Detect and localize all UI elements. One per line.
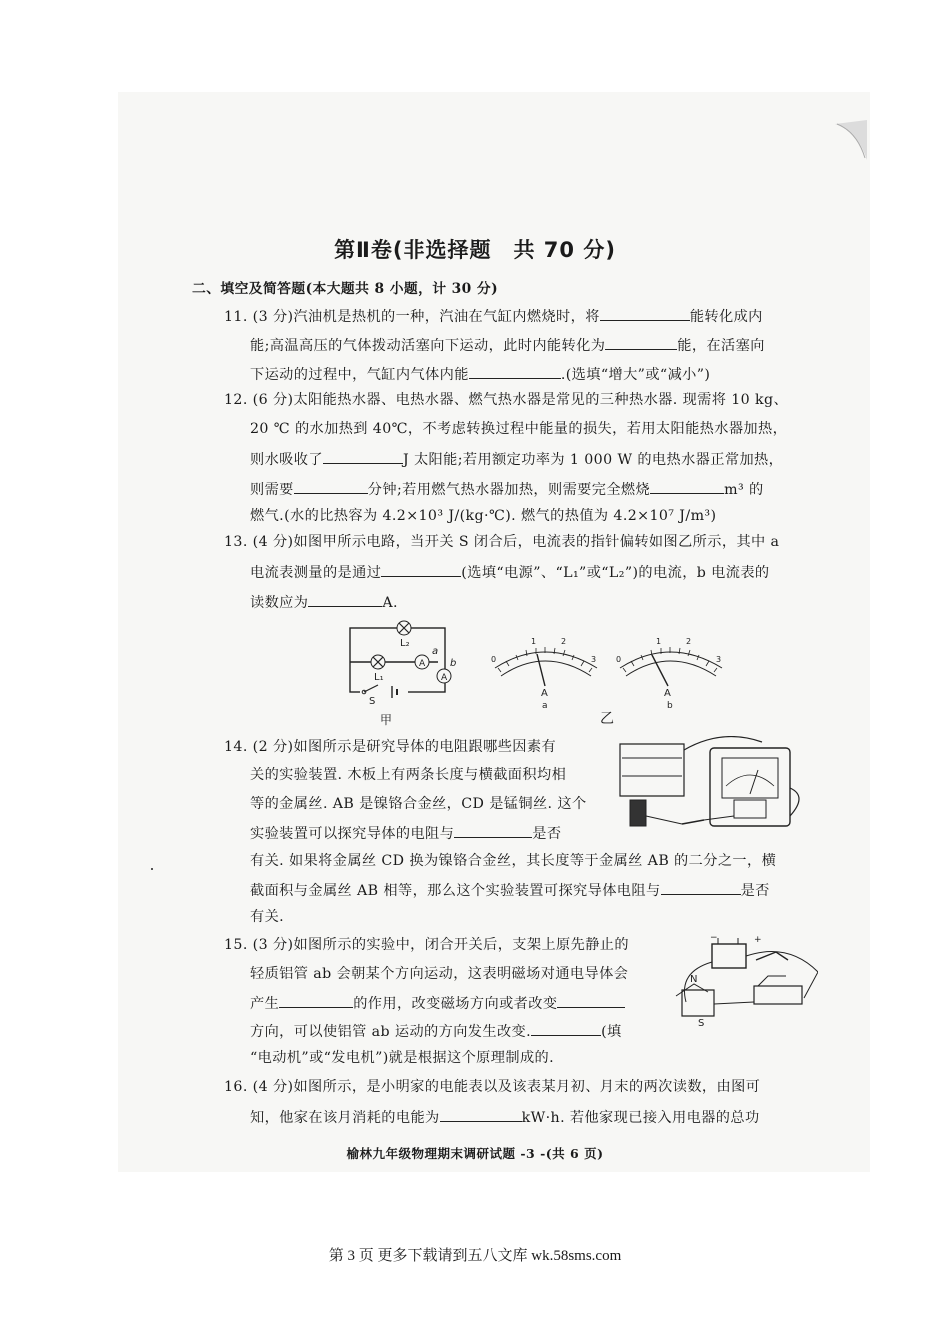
page-curl [835, 120, 870, 165]
q15-line3: 产生 的作用，改变磁场方向或者改变 [250, 993, 625, 1013]
label-S: S [369, 696, 376, 707]
svg-text:+: + [754, 935, 762, 945]
svg-text:−: − [710, 933, 718, 943]
svg-text:2: 2 [686, 637, 692, 646]
svg-text:3: 3 [716, 655, 722, 664]
svg-text:0: 0 [616, 655, 622, 664]
q11-line1: 11. (3 分)汽油机是热机的一种，汽油在气缸内燃烧时，将 能转化成内 [224, 306, 763, 326]
svg-text:3: 3 [591, 655, 597, 664]
fig-label-yi: 乙 [600, 711, 615, 727]
page-info: 第 3 页 更多下载请到五八文库 wk.58sms.com [328, 1248, 622, 1264]
q14-line7: 有关. [250, 909, 285, 925]
battery-box-icon [712, 944, 746, 968]
q16-line1: 16. (4 分)如图所示，是小明家的电能表以及该表某月初、月末的两次读数，由图可 [224, 1079, 761, 1095]
magnet-icon [682, 990, 714, 1016]
q13-line1: 13. (4 分)如图甲所示电路，当开关 S 闭合后，电流表的指针偏转如图乙所示，其中 a [224, 534, 780, 550]
q12-line4: 则需要 分钟;若用燃气热水器加热，则需要完全燃烧 m³ 的 [250, 479, 764, 499]
motor-effect-apparatus [668, 932, 818, 1027]
q14-line2: 关的实验装置. 木板上有两条长度与横截面积均相 [250, 767, 567, 783]
meter-a-label: a [542, 701, 548, 711]
rheostat-icon [754, 986, 802, 1004]
scan-speck [151, 868, 153, 870]
q15-line4: 方向，可以使铝管 ab 运动的方向发生改变. (填 [250, 1021, 622, 1041]
svg-text:A: A [441, 673, 448, 683]
q12-line5: 燃气.(水的比热容为 4.2×10³ J/(kg·℃). 燃气的热值为 4.2×10⁷ J/m³) [250, 508, 717, 524]
q14-line6: 截面积与金属丝 AB 相等，那么这个实验装置可探究导体电阻与 是否 [250, 880, 770, 900]
svg-text:A: A [541, 688, 548, 699]
part-heading: 二、填空及简答题(本大题共 8 小题，计 30 分) [192, 281, 499, 297]
svg-text:1: 1 [531, 637, 537, 646]
q11-line3: 下运动的过程中，气缸内气体内能 .(选填“增大”或“减小”) [250, 364, 710, 384]
svg-text:1: 1 [656, 637, 662, 646]
q15-line5: “电动机”或“发电机”)就是根据这个原理制成的. [250, 1050, 555, 1066]
q14-line5: 有关. 如果将金属丝 CD 换为镍铬合金丝，其长度等于金属丝 AB 的二分之一，横 [250, 853, 777, 869]
q14-line1: 14. (2 分)如图所示是研究导体的电阻跟哪些因素有 [224, 739, 557, 755]
q13-line3: 读数应为 A. [250, 592, 398, 612]
q15-line1: 15. (3 分)如图所示的实验中，闭合开关后，支架上原先静止的 [224, 937, 629, 953]
ammeter-dial-b [610, 628, 730, 718]
pole-N: N [690, 974, 698, 985]
exam-footer: 榆林九年级物理期末调研试题 -3 -(共 6 页) [346, 1146, 604, 1161]
label-a: a [432, 646, 439, 657]
q15-line2: 轻质铝管 ab 会朝某个方向运动，这表明磁场对通电导体会 [250, 966, 629, 982]
q14-line3: 等的金属丝. AB 是镍铬合金丝，CD 是锰铜丝. 这个 [250, 796, 587, 812]
q12-line2: 20 ℃ 的水加热到 40℃，不考虑转换过程中能量的损失，若用太阳能热水器加热， [250, 421, 788, 437]
svg-text:A: A [419, 659, 426, 669]
fig-label-jia: 甲 [380, 713, 393, 727]
circuit-diagram [340, 612, 470, 732]
ammeter-dial-a [485, 628, 605, 718]
meter-b-label: b [667, 701, 673, 711]
q16-line2: 知，他家在该月消耗的电能为 kW·h. 若他家现已接入用电器的总功 [250, 1107, 760, 1127]
q14-line4: 实验装置可以探究导体的电阻与 是否 [250, 823, 561, 843]
q11-line2: 能;高温高压的气体拨动活塞向下运动，此时内能转化为 能，在活塞向 [250, 335, 765, 355]
q12-line3: 则水吸收了 J 太阳能;若用额定功率为 1 000 W 的电热水器正常加热， [250, 449, 783, 469]
svg-text:A: A [664, 688, 671, 699]
battery-icon [630, 800, 646, 826]
label-L2: L₂ [400, 638, 410, 649]
label-b: b [450, 658, 457, 669]
label-L1: L₁ [374, 672, 384, 683]
q12-line1: 12. (6 分)太阳能热水器、电热水器、燃气热水器是常见的三种热水器. 现需将 10 kg、 [224, 392, 789, 408]
section-title: 第Ⅱ卷(非选择题 共 70 分) [334, 238, 616, 262]
svg-text:0: 0 [491, 655, 497, 664]
resistance-apparatus [612, 736, 812, 836]
svg-text:2: 2 [561, 637, 567, 646]
q13-line2: 电流表测量的是通过 (选填“电源”、“L₁”或“L₂”)的电流，b 电流表的 [250, 562, 770, 582]
pole-S: S [698, 1018, 705, 1027]
